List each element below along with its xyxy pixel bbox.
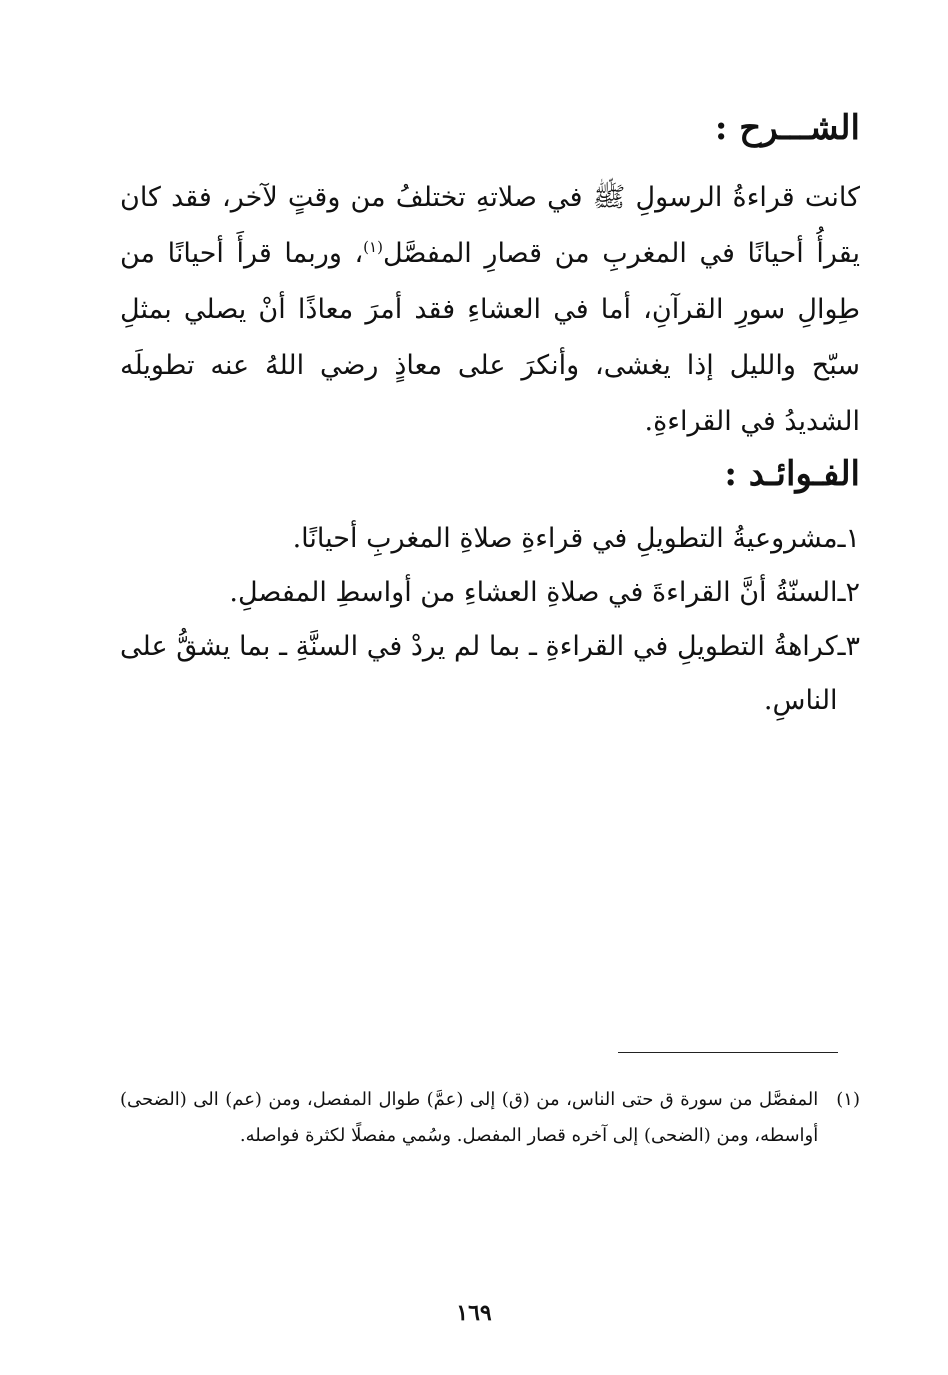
benefit-number: ٣ـ <box>837 631 860 662</box>
benefits-list <box>120 512 860 728</box>
footnote-text: المفصَّل من سورة ق حتى الناس، من (ق) إلى (عمَّ) طوال المفصل، ومن (عم) الى (الضحى) أواسطه، ومن (الضحى) إلى آخره قصار المفصل. وسُمي مفصلًا لكثرة فواصله. <box>120 1089 819 1146</box>
footnote-marker: (١) <box>836 1089 860 1110</box>
benefit-text: كراهةُ التطويلِ في القراءةِ ـ بما لم يردْ في السنَّةِ ـ بما يشقُّ على الناسِ. <box>120 631 838 716</box>
sharh-paragraph <box>120 170 860 450</box>
page-number: ١٦٩ <box>456 1300 492 1326</box>
sharh-text-part-2: ، وربما قرأَ أحيانًا من طِوالِ سورِ القرآنِ، أما في العشاءِ فقد أمرَ معاذًا أنْ يصلي بمثلِ سبّح والليل إذا يغشى، وأنكرَ على معاذٍ رضي اللهُ عنه تطويلَه الشديدُ في القراءةِ. <box>120 238 860 437</box>
footnote-divider <box>618 1052 838 1053</box>
benefit-text: السنّةُ أنَّ القراءةَ في صلاةِ العشاءِ من أواسطِ المفصلِ. <box>229 577 838 608</box>
sharh-heading: الشـــرح : <box>714 108 860 148</box>
benefit-item <box>120 566 860 620</box>
sharh-text-part-1: كانت قراءةُ الرسولِ ﷺ في صلاتهِ تختلفُ من وقتٍ لآخر، فقد كان يقرأُ أحيانًا في المغربِ من قصارِ المفصَّل <box>120 182 860 269</box>
benefit-text: مشروعيةُ التطويلِ في قراءةِ صلاةِ المغربِ أحيانًا. <box>292 523 838 554</box>
fawaid-heading: الفـوائـد : <box>724 454 860 494</box>
benefit-item <box>120 512 860 566</box>
benefit-item <box>120 620 860 728</box>
footnote <box>120 1082 860 1154</box>
footnote-reference[interactable]: (١) <box>363 238 383 256</box>
benefit-number: ٢ـ <box>837 577 860 608</box>
benefit-number: ١ـ <box>837 523 860 554</box>
